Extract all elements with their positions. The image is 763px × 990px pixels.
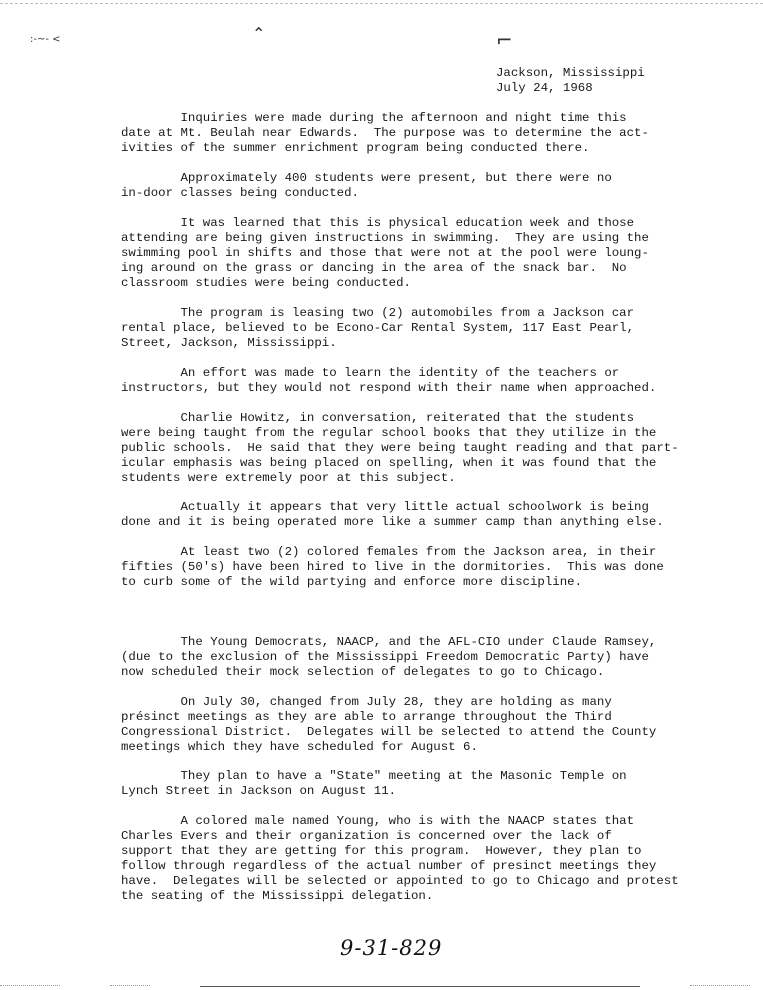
paragraph-attendance: Approximately 400 students were present, but there were no in-door classes being conducted.: [121, 171, 612, 200]
paragraph-charlie-howitz: Charlie Howitz, in conversation, reiterated that the students were being taught from the regular school books that they utilize in the public schools. He said that they were being taught reading and that part- icular emphasis was being placed on spelling, when it was found that the students were extremely poor at this subject.: [121, 411, 679, 485]
bottom-dotted-mid: [110, 985, 150, 986]
dateline-city: Jackson, Mississippi: [496, 66, 645, 80]
bottom-rule: [200, 986, 640, 987]
paragraph-naacp-young: A colored male named Young, who is with the NAACP states that Charles Evers and their organization is concerned over the lack of support that they are getting for this program. However, they plan to follow through regardless of the actual number of presinct meetings they have. Delegates will be selected or appointed to go to Chicago and protest the seating of the Mississippi delegation.: [121, 814, 679, 903]
dateline: [496, 66, 645, 96]
paragraph-automobiles: The program is leasing two (2) automobiles from a Jackson car rental place, believed to be Econo-Car Rental System, 117 East Pearl, Street, Jackson, Mississippi.: [121, 306, 635, 350]
paragraph-dormitories: At least two (2) colored females from the Jackson area, in their fifties (50's) have been hired to live in the dormitories. This was done to curb some of the wild partying and enforce more discipline.: [121, 545, 664, 589]
top-dashed-border: [0, 3, 763, 4]
dateline-date: July 24, 1968: [496, 81, 593, 95]
paragraph-physical-education: It was learned that this is physical education week and those attending are being given instructions in swimming. They are using the swimming pool in shifts and those that were not at the pool were loung- ing around on the grass or dancing in the area of the snack bar. No classroom studies were being conducted.: [121, 216, 649, 290]
paragraph-inquiries: Inquiries were made during the afternoon and night time this date at Mt. Beulah near Edwards. The purpose was to determine the act- ivities of the summer enrichment program being conducted there.: [121, 111, 649, 155]
bottom-dotted-left: [0, 985, 60, 986]
paragraph-young-democrats: The Young Democrats, NAACP, and the AFL-CIO under Claude Ramsey, (due to the exclusion of the Mississippi Freedom Democratic Party) have now scheduled their mock selection of delegates to go to Chicago.: [121, 635, 657, 679]
handwritten-file-number: 9-31-829: [340, 936, 443, 960]
paragraph-precinct-meetings: On July 30, changed from July 28, they are holding as many présinct meetings as they are able to arrange throughout the Third Congressional District. Delegates will be selected to attend the County meetings which they have scheduled for August 6.: [121, 695, 657, 754]
hook-mark-right: ⌐: [496, 28, 513, 52]
bottom-dotted-right: [690, 985, 750, 986]
caret-mark-left: ⌃: [252, 24, 266, 43]
paragraph-schoolwork: Actually it appears that very little actual schoolwork is being done and it is being operated more like a summer camp than anything else.: [121, 500, 664, 529]
corner-scribble: :-~- <: [30, 34, 61, 45]
paragraph-instructors: An effort was made to learn the identity of the teachers or instructors, but they would not respond with their name when approached.: [121, 366, 657, 395]
paragraph-state-meeting: They plan to have a "State" meeting at the Masonic Temple on Lynch Street in Jackson on August 11.: [121, 769, 627, 798]
